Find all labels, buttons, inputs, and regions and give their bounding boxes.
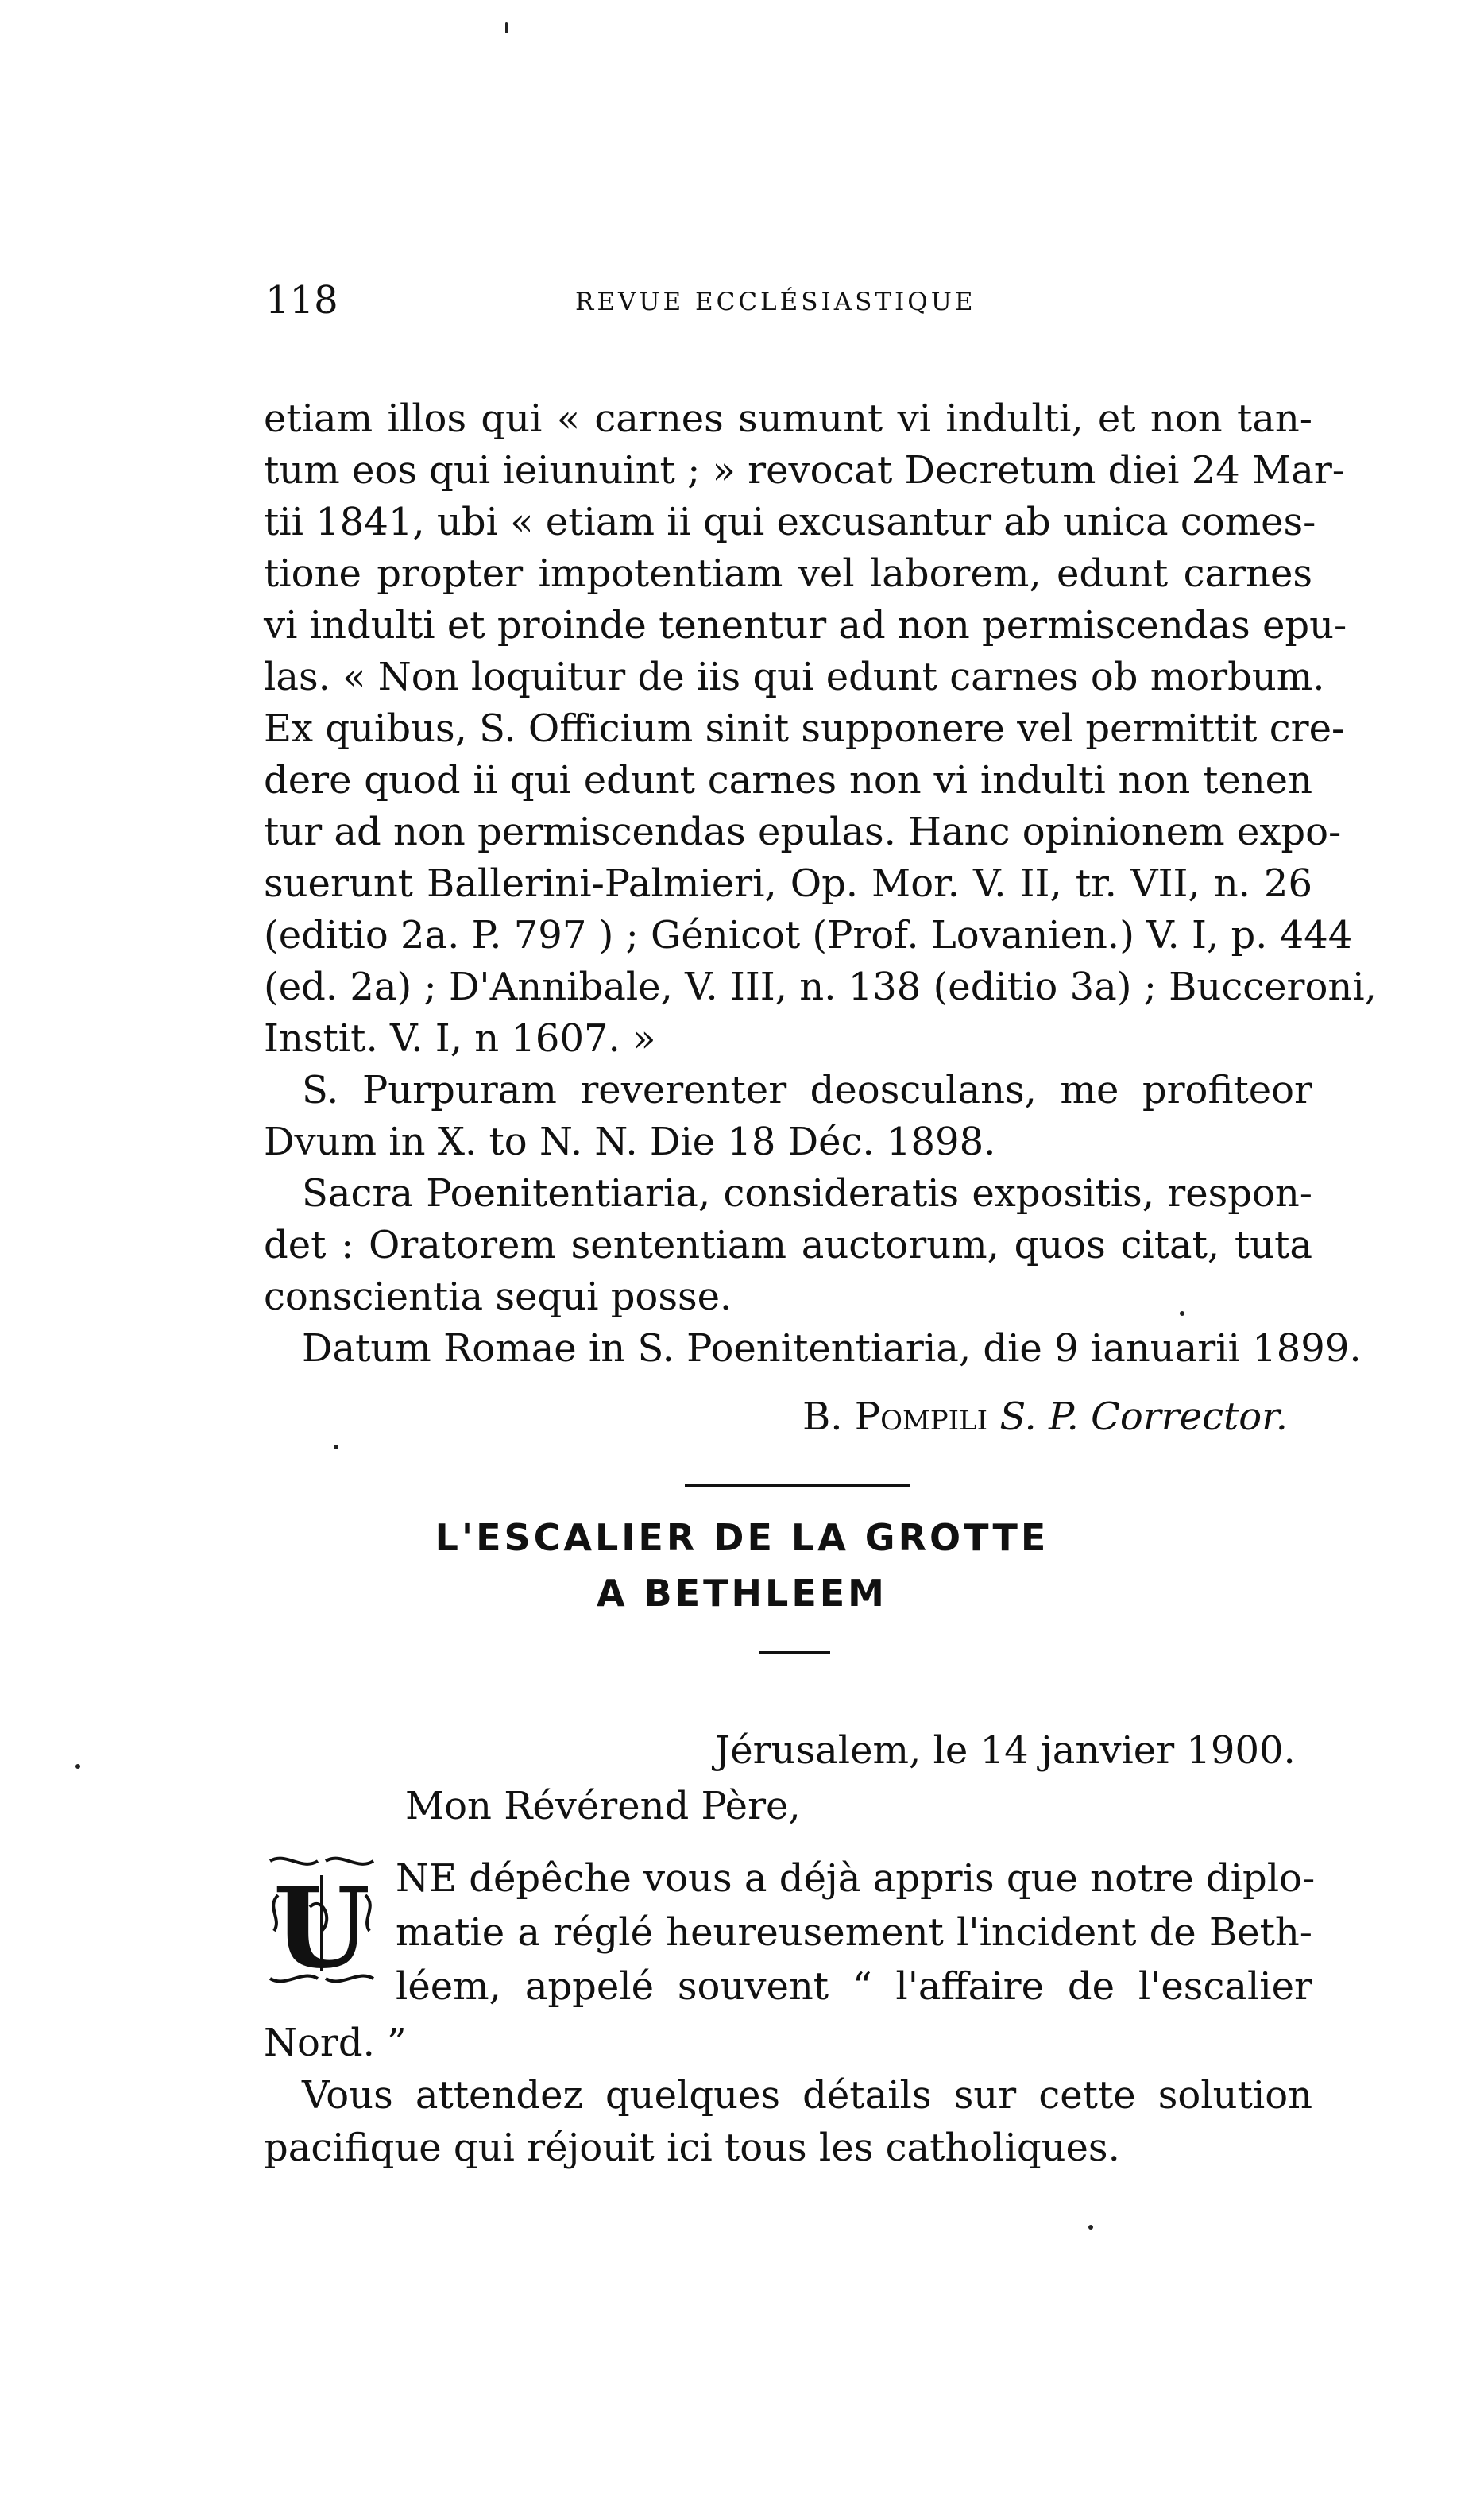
scan-speck bbox=[505, 22, 508, 33]
text-line: conscientia sequi posse. bbox=[264, 1275, 732, 1319]
page-number: 118 bbox=[265, 278, 338, 323]
text-line: dere quod ii qui edunt carnes non vi indulti non tenen bbox=[264, 758, 1312, 803]
text-line: etiam illos qui « carnes sumunt vi indulti, et non tan- bbox=[264, 397, 1312, 441]
decree-paragraph-3 bbox=[264, 1168, 1312, 1323]
dropcap-ornament-icon bbox=[262, 1851, 381, 1990]
text-line: las. « Non loquitur de iis qui edunt carnes ob morbum. bbox=[264, 655, 1325, 699]
scan-speck bbox=[334, 1445, 338, 1449]
text-line: Sacra Poenitentiaria, consideratis expositis, respon- bbox=[302, 1171, 1312, 1216]
text-line: Nord. ” bbox=[264, 2021, 407, 2065]
signature bbox=[802, 1395, 1288, 1439]
text-line: Vous attendez quelques détails sur cette solution bbox=[302, 2073, 1312, 2118]
text-line: Dvum in X. to N. N. Die 18 Déc. 1898. bbox=[264, 1120, 996, 1164]
text-line: pacifique qui réjouit ici tous les catholiques. bbox=[264, 2126, 1120, 2170]
text-line: Datum Romae in S. Poenitentiaria, die 9 ianuarii 1899. bbox=[302, 1326, 1362, 1371]
signature-name: Pompili bbox=[854, 1395, 988, 1439]
text-line: matie a réglé heureusement l'incident de Beth- bbox=[396, 1910, 1312, 1955]
decree-paragraph-1 bbox=[264, 393, 1377, 1065]
text-line: (editio 2a. P. 797 ) ; Génicot (Prof. Lovanien.) V. I, p. 444 bbox=[264, 913, 1353, 957]
signature-title: S. P. Corrector. bbox=[987, 1395, 1289, 1439]
text-line: vi indulti et proinde tenentur ad non permiscendas epu- bbox=[264, 603, 1347, 648]
text-line: tur ad non permiscendas epulas. Hanc opinionem expo- bbox=[264, 810, 1342, 854]
dateline: Jérusalem, le 14 janvier 1900. bbox=[715, 1728, 1296, 1773]
text-line: tii 1841, ubi « etiam ii qui excusantur ab unica comes- bbox=[264, 500, 1316, 544]
section-rule bbox=[685, 1484, 910, 1487]
scan-speck bbox=[1180, 1311, 1184, 1316]
text-line: suerunt Ballerini-Palmieri, Op. Mor. V. II, tr. VII, n. 26 bbox=[264, 861, 1312, 906]
text-line: tione propter impotentiam vel laborem, edunt carnes bbox=[264, 551, 1312, 596]
letter-paragraph-1 bbox=[396, 1851, 1316, 2014]
ornamental-dropcap bbox=[262, 1851, 381, 1990]
section-title-line-1: L'ESCALIER DE LA GROTTE bbox=[435, 1516, 1049, 1559]
running-head-title: REVUE ECCLÉSIASTIQUE bbox=[575, 288, 976, 316]
text-line: NE dépêche vous a déjà appris que notre diplo- bbox=[396, 1856, 1316, 1901]
running-head bbox=[265, 278, 1298, 326]
decree-paragraph-4 bbox=[264, 1323, 1362, 1375]
letter-paragraph-2 bbox=[264, 2017, 1312, 2174]
text-line: Ex quibus, S. Officium sinit supponere vel permittit cre- bbox=[264, 706, 1345, 751]
text-line: Instit. V. I, n 1607. » bbox=[264, 1016, 656, 1061]
text-line: tum eos qui ieiunuint ; » revocat Decretum diei 24 Mar- bbox=[264, 448, 1346, 493]
salutation: Mon Révérend Père, bbox=[405, 1784, 801, 1828]
text-line: S. Purpuram reverenter deosculans, me profiteor bbox=[302, 1068, 1312, 1112]
dropcap-letter: U bbox=[272, 1863, 371, 1990]
text-line: (ed. 2a) ; D'Annibale, V. III, n. 138 (editio 3a) ; Bucceroni, bbox=[264, 965, 1377, 1009]
signature-initial: B. bbox=[802, 1395, 855, 1439]
decree-paragraph-2 bbox=[264, 1065, 1312, 1168]
title-rule bbox=[759, 1651, 830, 1654]
section-title-line-2: A BETHLEEM bbox=[597, 1572, 887, 1615]
scan-speck bbox=[1088, 2225, 1093, 2230]
text-line: det : Oratorem sententiam auctorum, quos citat, tuta bbox=[264, 1223, 1312, 1267]
scan-speck bbox=[75, 1764, 80, 1769]
text-line: léem, appelé souvent “ l'affaire de l'escalier bbox=[396, 1964, 1312, 2009]
